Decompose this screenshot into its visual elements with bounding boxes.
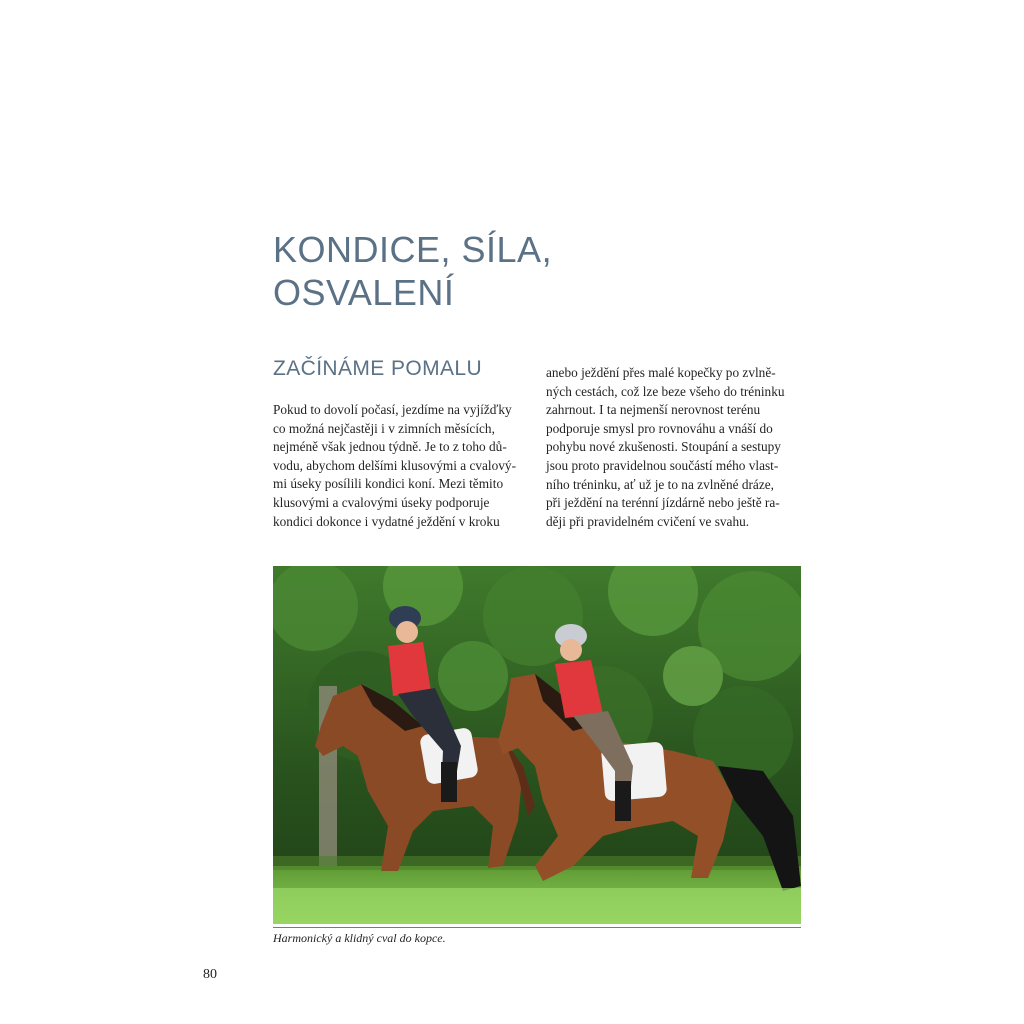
chapter-title [273,228,793,314]
text-line: jsou proto pravidelnou součástí mého vlast- [546,457,779,473]
caption-rule [273,927,801,928]
text-line: Pokud to dovolí počasí, jezdíme na vyjížďky [273,402,512,417]
text-line: ných cestách, což lze beze všeho do tréninku [546,383,785,399]
text-line: při ježdění na terénní jízdárně nebo ještě ra- [546,495,780,511]
body-text-column-right [546,364,808,531]
section-heading: ZAČÍNÁME POMALU [273,357,483,380]
photo-caption: Harmonický a klidný cval do kopce. [273,931,446,945]
text-line: podporuje smysl pro rovnováhu a vnáší do [546,420,773,436]
text-line: anebo ježdění přes malé kopečky po zvlně- [546,365,776,380]
photo-two-riders-cantering [273,566,801,924]
text-line: zahrnout. I ta nejmenší nerovnost terénu [546,402,761,418]
text-line: vodu, abychom delšími klusovými a cvalový- [273,457,516,473]
text-line: pohybu nové zkušenosti. Stoupání a sestupy [546,439,781,455]
chapter-title-line: KONDICE, SÍLA, [273,229,553,270]
grass-blades [273,888,801,924]
text-line: mi úseky posílili kondici koní. Mezi těmito [273,476,504,492]
body-text-column-left [273,401,535,531]
text-line: ději při pravidelném cvičení ve svahu. [546,513,750,529]
text-line: co možná nejčastěji i v zimních měsících, [273,420,495,436]
text-line: nejméně však jednou týdně. Je to z toho dů- [273,439,507,455]
text-line: ního tréninku, ať už je to na zvlněné dráze, [546,476,774,492]
chapter-title-line: OSVALENÍ [273,272,455,313]
text-line: klusovými a cvalovými úseky podporuje [273,494,490,510]
page-number: 80 [203,967,217,982]
text-line: kondici dokonce i vydatné ježdění v kroku [273,513,500,529]
